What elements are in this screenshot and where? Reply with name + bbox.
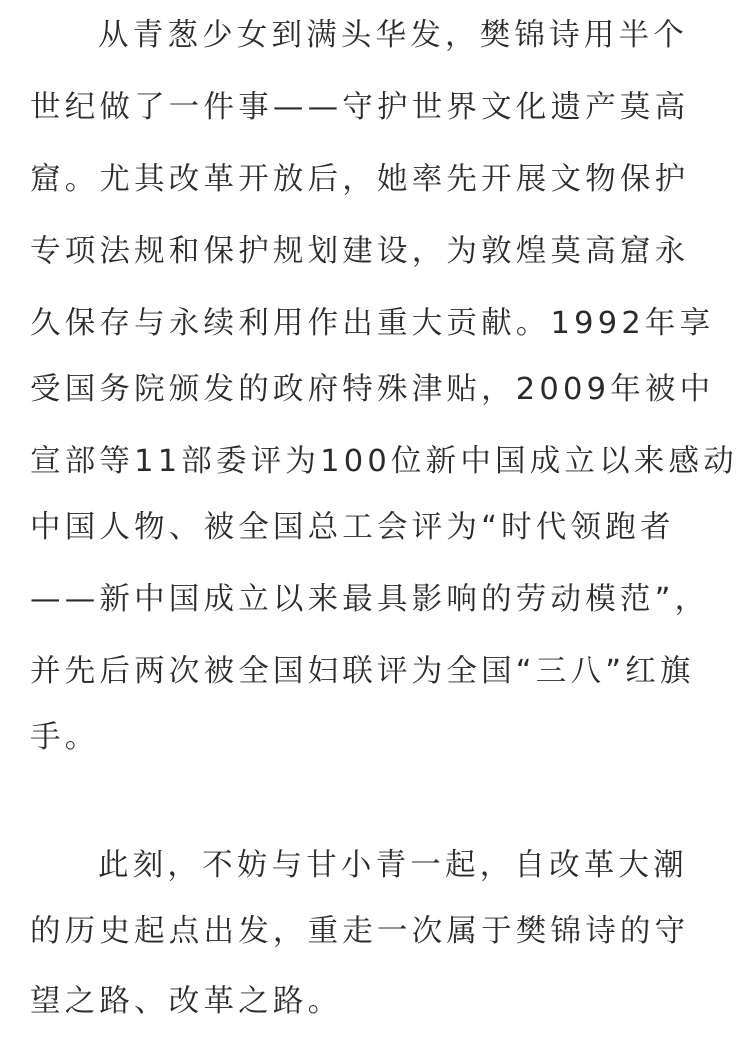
paragraph-line: 中国人物、被全国总工会评为“时代领跑者 [30,510,675,545]
paragraph-line: 窟。尤其改革开放后，她率先开展文物保护 [30,162,690,197]
paragraph-line: 宣部等11部委评为100位新中国成立以来感动 [30,444,738,479]
paragraph-line: 久保存与永续利用作出重大贡献。1992年享 [30,306,715,341]
paragraph-line: 并先后两次被全国妇联评为全国“三八”红旗 [30,654,695,689]
paragraph-line: 此刻，不妨与甘小青一起，自改革大潮 [98,848,688,883]
paragraph-line: ——新中国成立以来最具影响的劳动模范”， [30,582,710,617]
paragraph-line: 专项法规和保护规划建设，为敦煌莫高窟永 [30,234,690,269]
paragraph-line: 从青葱少女到满头华发，樊锦诗用半个 [98,18,688,53]
paragraph-line: 手。 [30,720,100,755]
paragraph-line: 的历史起点出发，重走一次属于樊锦诗的守 [30,914,690,949]
paragraph-line: 受国务院颁发的政府特殊津贴，2009年被中 [30,372,715,407]
paragraph-line: 望之路、改革之路。 [30,984,343,1019]
paragraph-line: 世纪做了一件事——守护世界文化遗产莫高 [30,90,690,125]
